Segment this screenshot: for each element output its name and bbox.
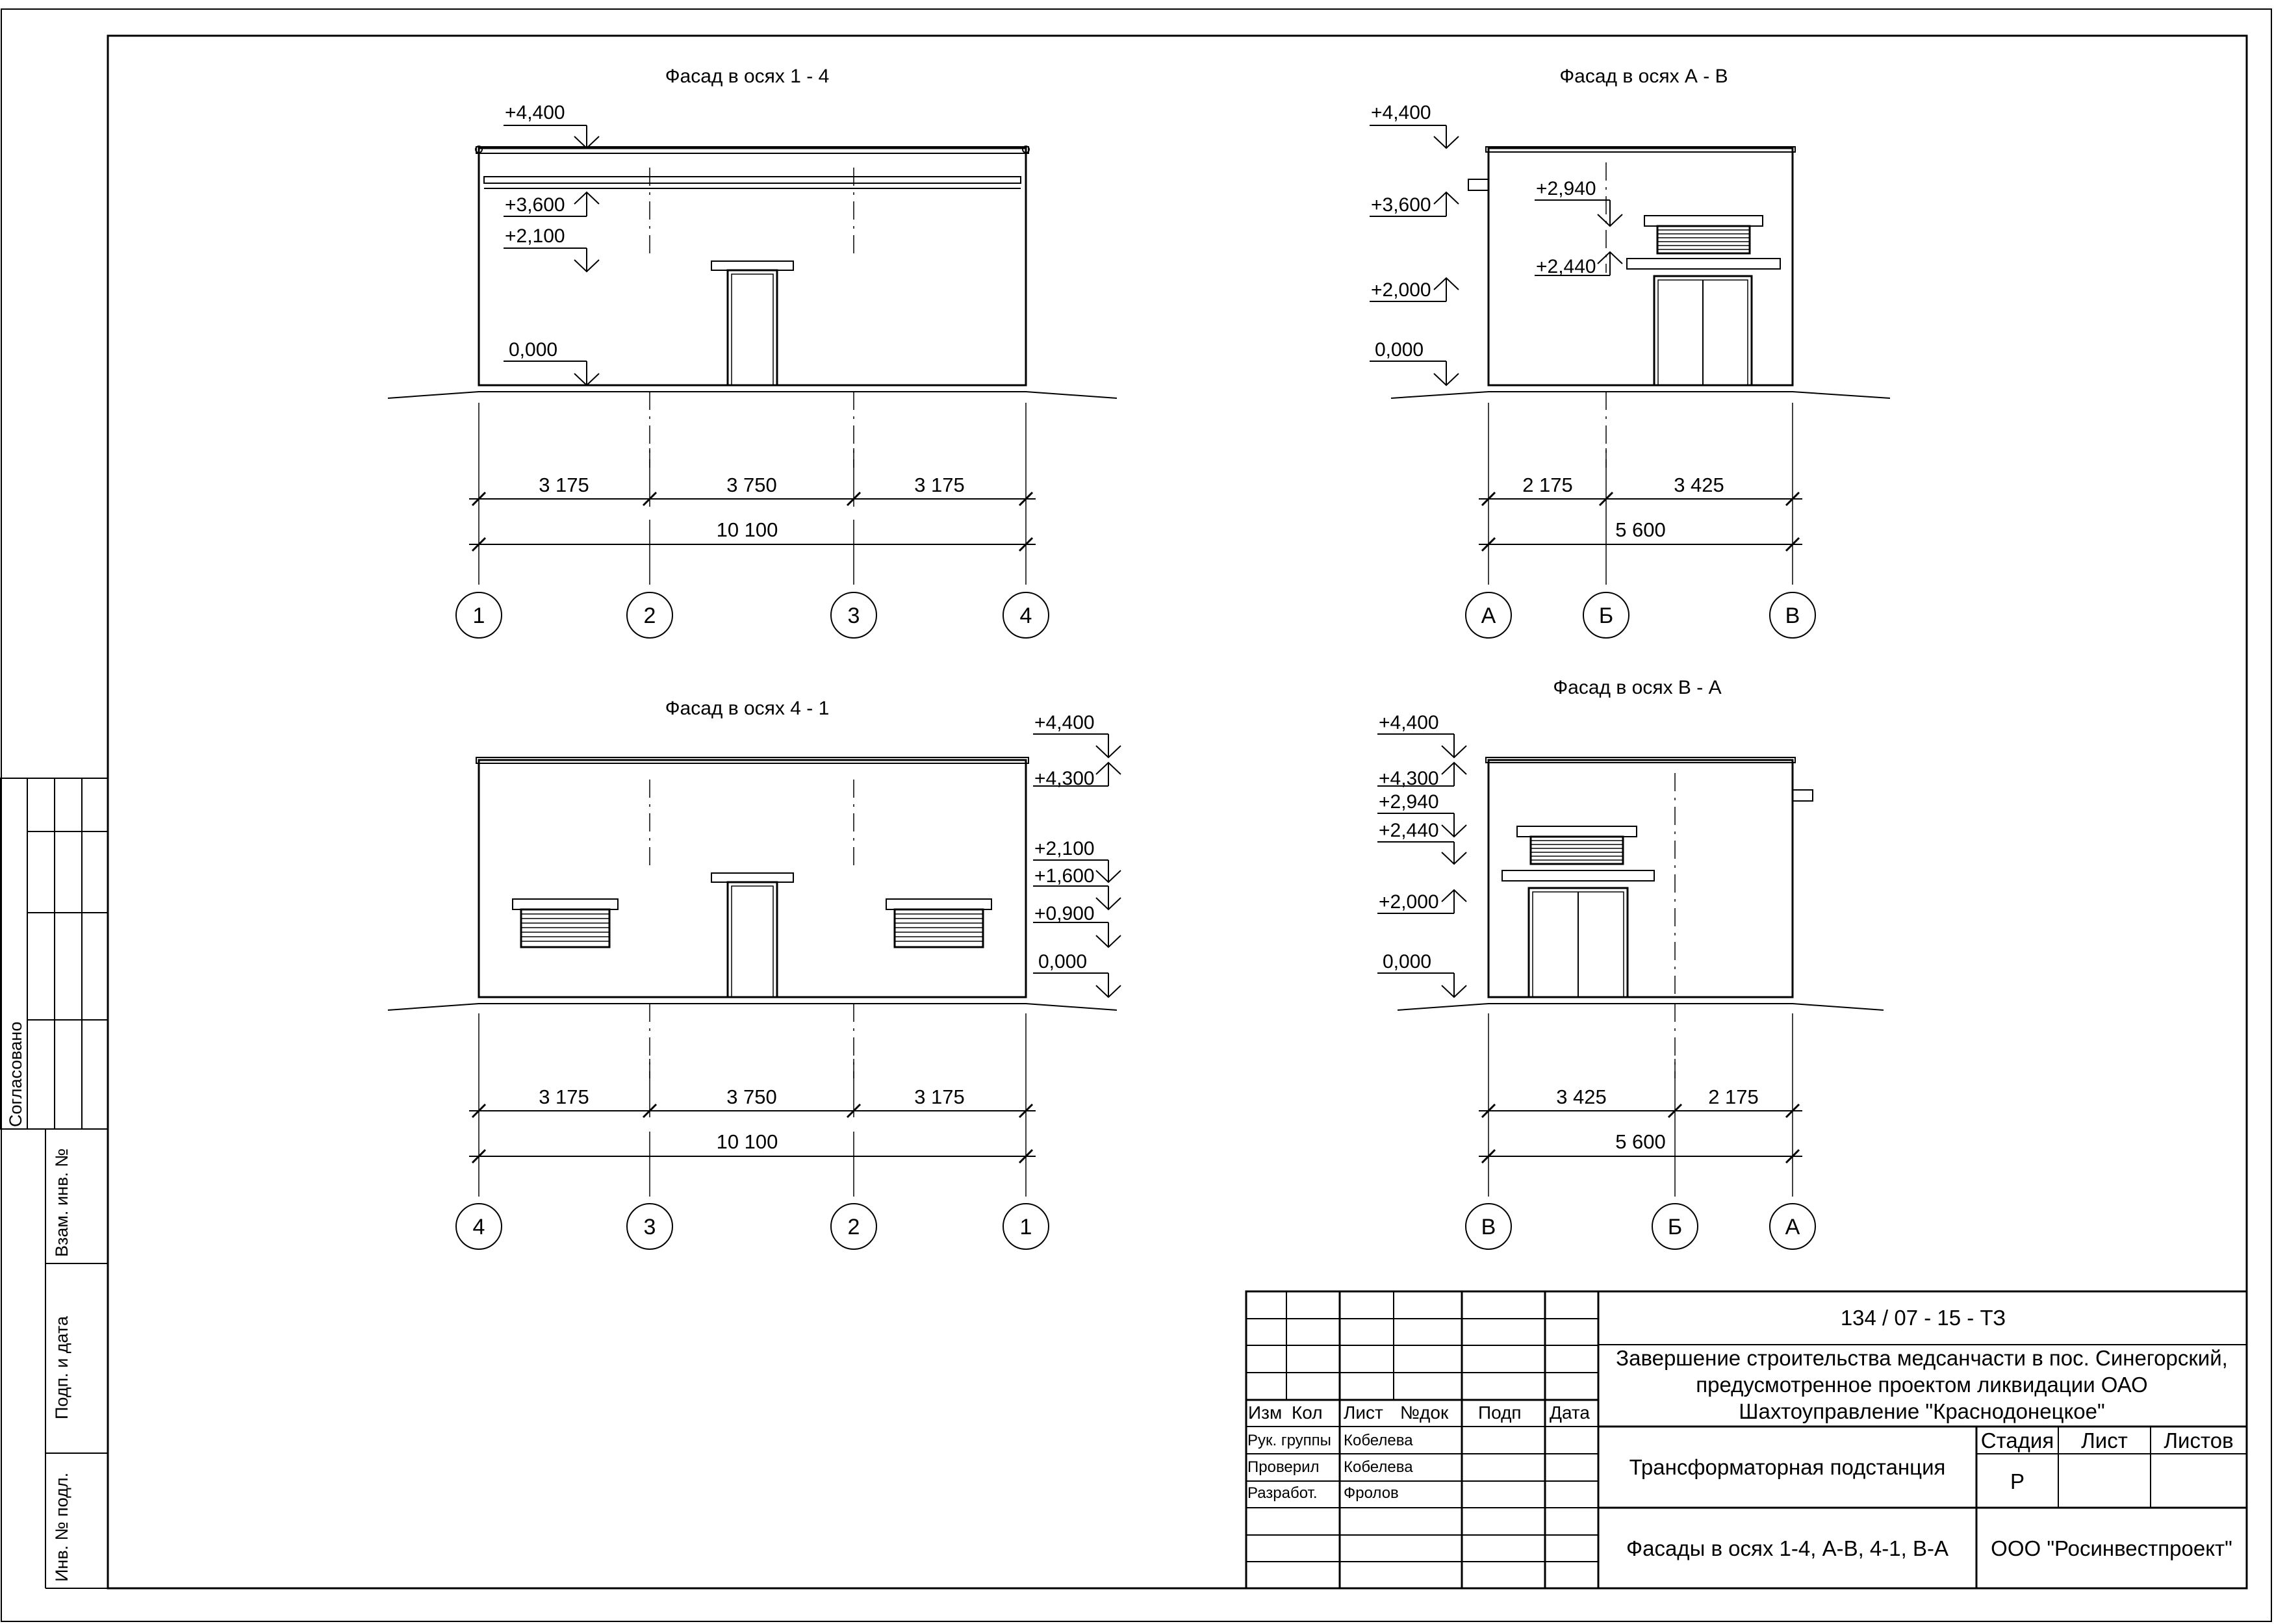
dim-total-label: 10 100 — [716, 1130, 778, 1153]
elevation-marks — [1370, 102, 1622, 385]
role-label: Разработ. — [1247, 1484, 1318, 1502]
col-header: Подп — [1478, 1402, 1522, 1423]
facade-a-v — [1370, 66, 1890, 638]
sheet-header: Лист — [2081, 1428, 2128, 1453]
axis-label: 2 — [643, 603, 656, 628]
elev-mark: 0,000 — [1383, 951, 1432, 972]
col-header: Изм — [1248, 1402, 1283, 1423]
elev-mark: 0,000 — [1038, 951, 1088, 972]
axis-label: А — [1785, 1215, 1800, 1239]
axis-bubbles — [1466, 1204, 1815, 1249]
elev-mark: +2,940 — [1379, 791, 1439, 813]
dim-label: 2 175 — [1522, 474, 1573, 496]
elev-mark: +2,000 — [1379, 891, 1439, 913]
project-line: Завершение строительства медсанчасти в пос. Синегорский, — [1616, 1346, 2228, 1370]
elev-mark: +4,400 — [505, 102, 565, 123]
facade-4-1 — [388, 698, 1121, 1249]
facade-title: Фасад в осях 4 - 1 — [665, 698, 830, 719]
document-code: 134 / 07 - 15 - ТЗ — [1840, 1306, 2006, 1330]
elevation-marks — [504, 102, 599, 385]
elev-mark: +4,300 — [1034, 768, 1095, 789]
axis-bubbles — [1466, 592, 1815, 638]
elevation-marks — [1377, 712, 1466, 997]
axis-label: 3 — [847, 603, 860, 628]
dim-total-label: 5 600 — [1615, 518, 1666, 541]
dim-label: 3 750 — [726, 474, 777, 496]
dim-label: 3 750 — [726, 1085, 777, 1108]
inv-orig-label: Инв. № подл. — [52, 1472, 71, 1582]
name-label: Кобелева — [1344, 1458, 1413, 1476]
col-header: Дата — [1550, 1402, 1591, 1423]
elev-mark: +4,300 — [1379, 768, 1439, 789]
axis-label: В — [1785, 603, 1800, 628]
side-stamp — [0, 778, 108, 1588]
axis-label: Б — [1598, 603, 1614, 628]
dim-total-label: 10 100 — [716, 518, 778, 541]
facade-title: Фасад в осях В - А — [1553, 677, 1722, 698]
dim-total-label: 5 600 — [1615, 1130, 1666, 1153]
dimension-chain — [1479, 403, 1802, 585]
project-line: Шахтоуправление "Краснодонецкое" — [1739, 1399, 2105, 1423]
name-label: Кобелева — [1344, 1432, 1413, 1449]
elev-mark: 0,000 — [1375, 339, 1424, 361]
elev-mark: +2,100 — [1034, 838, 1095, 859]
elev-mark: +4,400 — [1379, 712, 1439, 733]
elevation-marks — [1033, 712, 1121, 997]
facade-1-4 — [388, 66, 1117, 638]
title-block — [1246, 1291, 2247, 1588]
col-header: Лист — [1344, 1402, 1383, 1423]
facade-v-a — [1377, 677, 1884, 1249]
dimension-chain — [1479, 1013, 1802, 1197]
dimension-chain — [469, 1013, 1036, 1197]
stage-value: Р — [2010, 1469, 2025, 1493]
dim-label: 3 425 — [1556, 1085, 1607, 1108]
elev-mark: +2,440 — [1536, 256, 1596, 277]
elev-mark: +3,600 — [1371, 194, 1431, 216]
sheets-header: Листов — [2164, 1428, 2234, 1453]
name-label: Фролов — [1344, 1484, 1399, 1502]
company-name: ООО "Росинвестпроект" — [1991, 1536, 2232, 1560]
role-label: Рук. группы — [1247, 1432, 1331, 1449]
replace-inv-label: Взам. инв. № — [52, 1148, 71, 1257]
facade-title: Фасад в осях 1 - 4 — [665, 66, 830, 87]
elev-mark: +4,400 — [1034, 712, 1095, 733]
sign-date-label: Подп. и дата — [52, 1315, 71, 1419]
dimension-chain — [469, 403, 1036, 585]
axis-bubbles — [456, 1204, 1049, 1249]
facade-title: Фасад в осях А - В — [1559, 66, 1728, 87]
dim-label: 2 175 — [1708, 1085, 1759, 1108]
dim-label: 3 175 — [539, 474, 589, 496]
col-header: №док — [1400, 1402, 1449, 1423]
elev-mark: +2,440 — [1379, 820, 1439, 841]
sheet-title: Фасады в осях 1-4, А-В, 4-1, В-А — [1626, 1536, 1948, 1560]
axis-label: 4 — [472, 1215, 485, 1239]
axis-label: В — [1481, 1215, 1496, 1239]
axis-bubbles — [456, 592, 1049, 638]
elev-mark: +2,100 — [505, 225, 565, 247]
elev-mark: +0,900 — [1034, 903, 1095, 924]
project-line: предусмотренное проектом ликвидации ОАО — [1696, 1373, 2148, 1397]
elev-mark: +2,940 — [1536, 178, 1596, 199]
agreed-label: Согласовано — [6, 1021, 25, 1127]
axis-label: 1 — [472, 603, 485, 628]
elev-mark: +1,600 — [1034, 865, 1095, 887]
axis-label: 4 — [1019, 603, 1032, 628]
col-header: Кол — [1292, 1402, 1323, 1423]
elev-mark: +3,600 — [505, 194, 565, 216]
axis-label: Б — [1667, 1215, 1683, 1239]
dim-label: 3 175 — [914, 1085, 965, 1108]
axis-label: А — [1481, 603, 1496, 628]
elev-mark: +4,400 — [1371, 102, 1431, 123]
axis-label: 2 — [847, 1215, 860, 1239]
axis-label: 3 — [643, 1215, 656, 1239]
object-name: Трансформаторная подстанция — [1629, 1455, 1946, 1479]
dim-label: 3 175 — [914, 474, 965, 496]
dim-label: 3 175 — [539, 1085, 589, 1108]
role-label: Проверил — [1247, 1458, 1320, 1476]
axis-label: 1 — [1019, 1215, 1032, 1239]
stage-header: Стадия — [1980, 1428, 2054, 1453]
elev-mark: +2,000 — [1371, 279, 1431, 301]
dim-label: 3 425 — [1674, 474, 1724, 496]
elev-mark: 0,000 — [509, 339, 558, 361]
